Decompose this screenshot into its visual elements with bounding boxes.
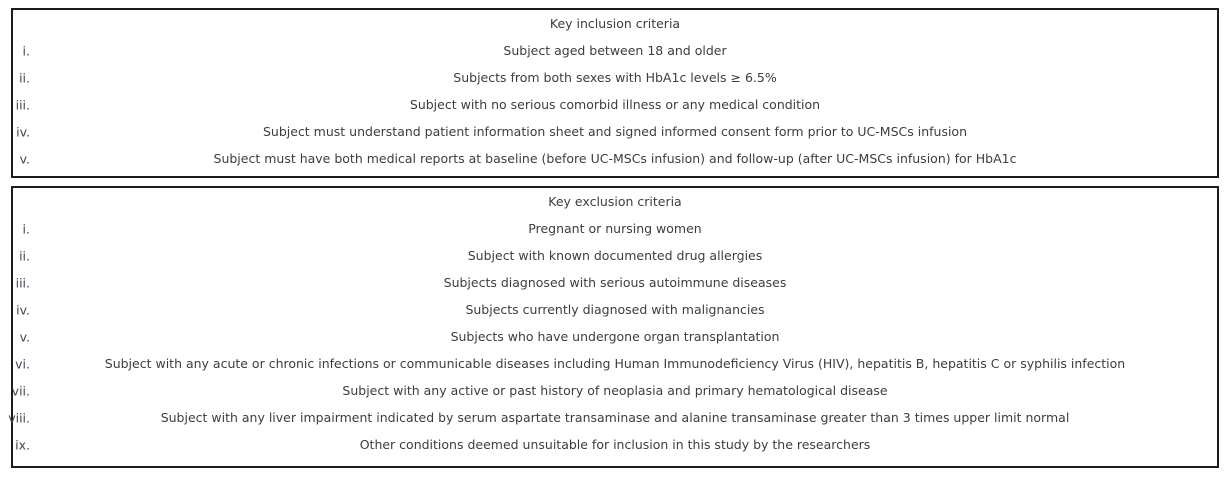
criteria-text: Subject with no serious comorbid illness or any medical condition [409, 97, 821, 112]
criteria-row [13, 431, 1217, 458]
criteria-row [13, 215, 1217, 242]
criteria-row [13, 296, 1217, 323]
criteria-row [13, 323, 1217, 350]
criteria-row [13, 350, 1217, 377]
criteria-text: Subject must understand patient information sheet and signed informed consent form prior to UC-MSCs infusion [262, 124, 968, 139]
criteria-number: i. [22, 43, 30, 58]
criteria-text: Subject with any active or past history of neoplasia and primary hematological disease [342, 383, 888, 398]
criteria-row [13, 269, 1217, 296]
criteria-text: Subject must have both medical reports at baseline (before UC-MSCs infusion) and follow-up (after UC-MSCs infusion) for HbA1c [213, 151, 1017, 166]
criteria-text: Subject with any liver impairment indicated by serum aspartate transaminase and alanine transaminase greater than 3 times upper limit normal [160, 410, 1070, 425]
criteria-text: Pregnant or nursing women [528, 221, 702, 236]
criteria-row [8, 404, 1217, 431]
criteria-row [13, 377, 1217, 404]
criteria-text: Subject with any acute or chronic infections or communicable diseases including Human Immunodeficiency Virus (HIV), hepatitis B, hepatitis C or syphilis infection [104, 356, 1126, 371]
exclusion-table-header-row [13, 188, 1217, 215]
exclusion-criteria-table [8, 186, 1219, 468]
inclusion-table-header-row [13, 10, 1217, 37]
criteria-number: iv. [16, 302, 30, 317]
criteria-row [13, 91, 1217, 118]
criteria-number: iii. [15, 275, 30, 290]
criteria-row [13, 145, 1217, 172]
criteria-text: Subjects diagnosed with serious autoimmune diseases [443, 275, 787, 290]
criteria-row [13, 118, 1217, 145]
criteria-text: Subject aged between 18 and older [503, 43, 727, 58]
criteria-number: vi. [15, 356, 30, 371]
criteria-row [13, 37, 1217, 64]
criteria-number: v. [19, 329, 30, 344]
inclusion-table-title: Key inclusion criteria [549, 16, 681, 31]
criteria-text: Subject with known documented drug allergies [467, 248, 763, 263]
criteria-number: vii. [11, 383, 30, 398]
criteria-number: v. [19, 151, 30, 166]
criteria-number: iv. [16, 124, 30, 139]
criteria-text: Subjects who have undergone organ transplantation [450, 329, 780, 344]
exclusion-table-title: Key exclusion criteria [548, 194, 682, 209]
criteria-number: viii. [8, 410, 30, 425]
inclusion-criteria-table [11, 8, 1219, 178]
criteria-number: ii. [19, 248, 30, 263]
criteria-number: i. [22, 221, 30, 236]
criteria-number: ix. [15, 437, 30, 452]
criteria-row [13, 242, 1217, 269]
criteria-text: Subjects from both sexes with HbA1c levels ≥ 6.5% [453, 70, 777, 85]
criteria-number: ii. [19, 70, 30, 85]
criteria-number: iii. [15, 97, 30, 112]
criteria-row [13, 64, 1217, 91]
criteria-text: Subjects currently diagnosed with malignancies [465, 302, 765, 317]
criteria-text: Other conditions deemed unsuitable for inclusion in this study by the researchers [359, 437, 871, 452]
